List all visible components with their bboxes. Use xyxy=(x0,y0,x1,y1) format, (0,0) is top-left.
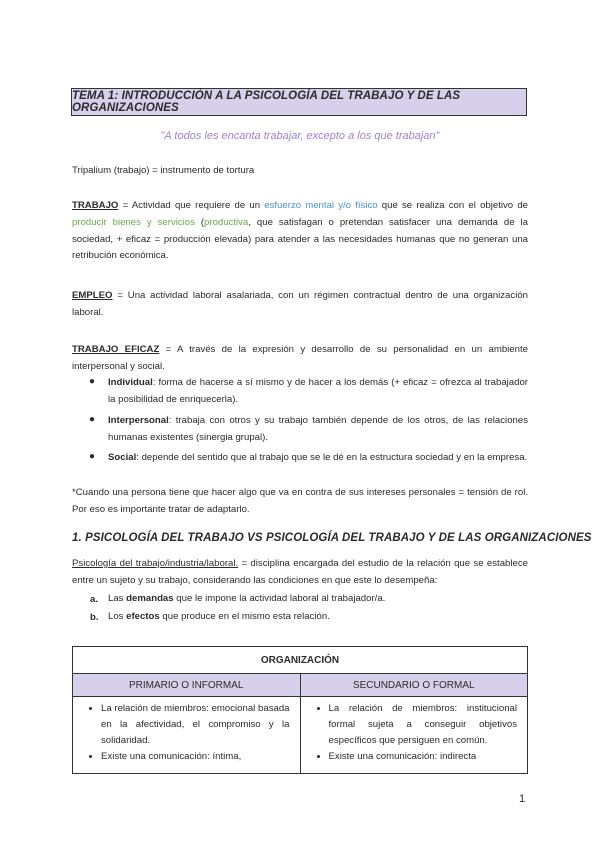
trabajo-definition xyxy=(72,198,528,265)
list-item: • Existe una comunicación: indirecta xyxy=(329,749,518,765)
trabajo-eficaz-text: = A través de la expresión y desarrollo de su personalidad en un ambiente interpersonal y social. xyxy=(72,344,528,372)
trabajo-text-3: ( xyxy=(194,216,205,228)
bullet-text: : forma de hacerse a sí mismo y de hacer a los demás (+ eficaz = ofrezca al trabajador la posibilidad de enriquecerla). xyxy=(108,377,528,405)
item-pre: Los xyxy=(108,611,127,622)
table-header: ORGANIZACIÓN xyxy=(73,647,528,674)
quote: "A todos les encanta trabajar, excepto a los que trabajan" xyxy=(160,130,440,142)
list-item xyxy=(108,413,528,447)
list-marker: b. xyxy=(90,612,99,623)
item-pre: Las xyxy=(108,593,127,604)
bullet-icon: ● xyxy=(89,451,96,462)
bullet-label: Social xyxy=(108,452,137,463)
trabajo-text-2: que se realiza con el objetivo de xyxy=(377,200,529,211)
page-title: TEMA 1: INTRODUCCIÓN A LA PSICOLOGÍA DEL TRABAJO Y DE LAS ORGANIZACIONES xyxy=(71,88,527,116)
psychology-definition xyxy=(72,556,528,590)
bullet-text: : trabaja con otros y su trabajo también depende de los otros, de las relaciones humanas existentes (sinergia grupal). xyxy=(108,415,528,443)
item-bold: demandas xyxy=(126,593,174,604)
bullet-icon: ● xyxy=(89,414,96,425)
table-cell-secondary xyxy=(300,697,528,774)
trabajo-text-1: = Actividad que requiere de un xyxy=(118,200,265,211)
item-post: que le impone la actividad laboral al trabajador/a. xyxy=(173,593,386,604)
empleo-term: EMPLEO xyxy=(72,290,113,301)
section-heading: 1. PSICOLOGÍA DEL TRABAJO VS PSICOLOGÍA DEL TRABAJO Y DE LAS ORGANIZACIONES xyxy=(72,532,592,544)
organization-table xyxy=(72,646,528,774)
psychology-term: Psicología del trabajo/industria/laboral. xyxy=(72,558,239,569)
trabajo-eficaz-definition xyxy=(72,342,528,376)
highlight-productive: productiva xyxy=(204,216,249,228)
page-number: 1 xyxy=(519,793,526,805)
list-item xyxy=(108,450,528,467)
item-bold: efectos xyxy=(126,611,160,622)
list-item: • La relación de miembros: institucional formal sujeta a conseguir objetivos específicos que persiguen en común. xyxy=(329,701,518,749)
bullet-label: Individual xyxy=(108,377,153,388)
column-header-primary: PRIMARIO O INFORMAL xyxy=(73,674,301,697)
list-item xyxy=(108,375,528,409)
list-item: • La relación de miembros: emocional basada en la afectividad, el compromiso y la solidaridad. xyxy=(101,701,290,749)
psychology-text: = disciplina encargada del estudio de la relación que se establece entre un sujeto y su trabajo, considerando las condiciones en que este lo desempeña: xyxy=(72,558,528,586)
highlight-produce: producir bienes y servicios xyxy=(72,216,195,228)
bullet-label: Interpersonal xyxy=(108,415,169,426)
item-post: que produce en el mismo esta relación. xyxy=(159,611,330,622)
trabajo-text-4: , que satisfagan o pretendan satisfacer una demanda de la sociedad, + eficaz = producción elevada) para atender a las necesidades humanas que no generan una retribución económica. xyxy=(72,216,528,262)
trabajo-eficaz-term: TRABAJO EFICAZ xyxy=(72,344,160,355)
empleo-definition xyxy=(72,288,528,322)
table-cell-primary xyxy=(73,697,301,774)
list-item: • Existe una comunicación: íntima, xyxy=(101,749,290,765)
bullet-text: : depende del sentido que al trabajo que se le dé en la estructura sociedad y en la empresa. xyxy=(136,452,528,463)
trabajo-term: TRABAJO xyxy=(72,200,119,211)
column-header-secondary: SECUNDARIO O FORMAL xyxy=(300,674,528,697)
tripalium-line: Tripalium (trabajo) = instrumento de tortura xyxy=(72,165,255,176)
bullet-icon: ● xyxy=(89,376,96,387)
list-item xyxy=(108,591,528,608)
empleo-text: = Una actividad laboral asalariada, con un régimen contractual dentro de una organización laboral. xyxy=(72,290,528,318)
list-item xyxy=(108,609,528,626)
highlight-effort: esfuerzo mental y/o físico xyxy=(264,200,378,211)
list-marker: a. xyxy=(90,594,99,605)
tension-note: *Cuando una persona tiene que hacer algo que va en contra de sus intereses personales = tensión de rol. Por eso es importante tratar de adaptarlo. xyxy=(72,487,528,515)
